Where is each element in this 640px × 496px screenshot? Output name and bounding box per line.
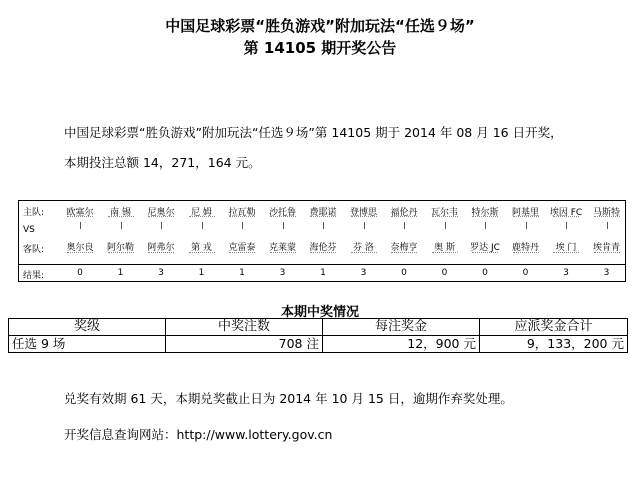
vs-separator [566,222,567,229]
header-per-prize: 每注奖金 [323,319,480,336]
match-away-team: 埃 门 [555,243,577,253]
away-underline [148,252,174,253]
vs-separator [202,222,203,229]
match-result: 0 [441,268,448,278]
home-underline [391,216,417,217]
match-away-team: 埃肯青 [592,243,620,253]
match-away-team: 阿尔勒 [106,243,134,253]
away-underline [513,252,539,253]
match-result: 0 [401,268,407,278]
redemption-paragraph: 兑奖有效期 61 天，本期兑奖截止日为 2014 年 10 月 15 日，逾期作弃奖处理。 [64,391,513,406]
match-home-team: 欧塞尔 [66,208,94,218]
home-underline [108,216,134,217]
prize-per: 12，900 元 [323,336,480,353]
header-count: 中奖注数 [166,319,323,336]
match-result: 1 [320,268,326,278]
home-underline [148,216,174,217]
match-away-team: 阿弗尔 [147,243,175,253]
match-home-team: 拉瓦勒 [228,208,256,218]
prize-section-title: 本期中奖情况 [280,305,359,320]
match-home-team: 登博思 [349,208,377,218]
home-underline [472,216,498,217]
match-away-team: 奈梅亨 [390,243,418,253]
match-result: 3 [563,268,569,278]
match-home-team: 费耶诺 [309,208,337,218]
prize-table-row [9,336,628,353]
prize-table-header [9,319,628,336]
match-home-team: 马斯特 [592,208,620,218]
header-total: 应派奖金合计 [480,319,628,336]
home-row-label: 主队: [23,208,45,218]
match-home-team: 尼 姆 [191,208,212,218]
away-underline [229,252,255,253]
match-home-team: 尼奥尔 [147,208,175,218]
vs-separator [80,222,81,229]
header-level: 奖级 [9,319,166,336]
home-underline [310,216,336,217]
match-results-table [18,200,626,282]
home-underline [513,216,539,217]
match-result: 3 [158,268,164,278]
match-result: 0 [522,268,529,278]
match-result: 1 [239,268,245,278]
match-away-team: 克莱蒙 [268,243,296,253]
match-home-team: 瓦尔韦 [430,208,458,218]
announcement-subtitle: 第 14105 期开奖公告 [243,39,397,57]
match-away-team: 芬 洛 [353,243,374,253]
vs-separator [242,222,243,229]
vs-separator [323,222,324,229]
home-underline [351,216,377,217]
away-underline [472,252,498,253]
match-home-team: 沙托鲁 [268,208,296,218]
match-away-team: 海伦芬 [309,243,337,253]
match-home-team: 福伦丹 [390,208,418,218]
match-home-team: 南 锡 [110,208,131,218]
home-underline [270,216,296,217]
vs-separator [404,222,405,229]
match-result: 0 [77,268,83,278]
match-home-team: 特尔斯 [471,208,499,218]
vs-separator [485,222,486,229]
match-away-team: 奥尔良 [66,243,94,253]
match-result: 3 [360,268,367,278]
draw-info-paragraph: 中国足球彩票“胜负游戏”附加玩法“任选９场”第 14105 期于 2014 年 08 月 16 日开奖， [64,125,563,140]
match-result: 1 [198,268,205,278]
vs-separator [607,222,608,229]
away-underline [108,252,134,253]
vs-row-label: VS [23,225,35,235]
home-underline [553,216,579,217]
home-underline [189,216,215,217]
result-row-label: 结果: [23,271,45,281]
away-underline [351,252,377,253]
match-away-team: 克雷泰 [228,243,256,253]
match-away-team: 奥 斯 [434,243,455,253]
home-underline [432,216,458,217]
match-result: 1 [117,268,124,278]
prize-total: 9，133，200 元 [480,336,628,353]
vs-separator [161,222,162,229]
result-divider [19,264,625,265]
match-result: 3 [279,268,286,278]
vs-separator [364,222,365,229]
prize-table [8,318,628,353]
match-home-team: 阿基里 [511,208,539,218]
match-home-team: 埃因 FC [549,208,583,218]
prize-count: 708 注 [166,336,323,353]
match-result: 3 [603,268,610,278]
away-underline [553,252,579,253]
match-result: 0 [482,268,488,278]
announcement-title: 中国足球彩票“胜负游戏”附加玩法“任选９场” [165,17,475,35]
total-bet-paragraph: 本期投注总额 14，271，164 元。 [64,155,261,170]
away-underline [270,252,296,253]
away-underline [189,252,215,253]
vs-separator [283,222,284,229]
away-row-label: 客队: [23,245,45,255]
vs-separator [445,222,446,229]
away-underline [594,252,620,253]
vs-separator [526,222,527,229]
home-underline [229,216,255,217]
match-away-team: 罗达 JC [470,243,500,253]
home-underline [594,216,620,217]
prize-level: 任选 9 场 [9,336,166,353]
website-paragraph: 开奖信息查询网站：http://www.lottery.gov.cn [64,427,333,442]
match-away-team: 鹿特丹 [511,243,539,253]
home-underline [67,216,93,217]
away-underline [310,252,336,253]
away-underline [67,252,93,253]
away-underline [391,252,417,253]
away-underline [432,252,458,253]
match-away-team: 第 戎 [191,243,212,253]
vs-separator [121,222,122,229]
